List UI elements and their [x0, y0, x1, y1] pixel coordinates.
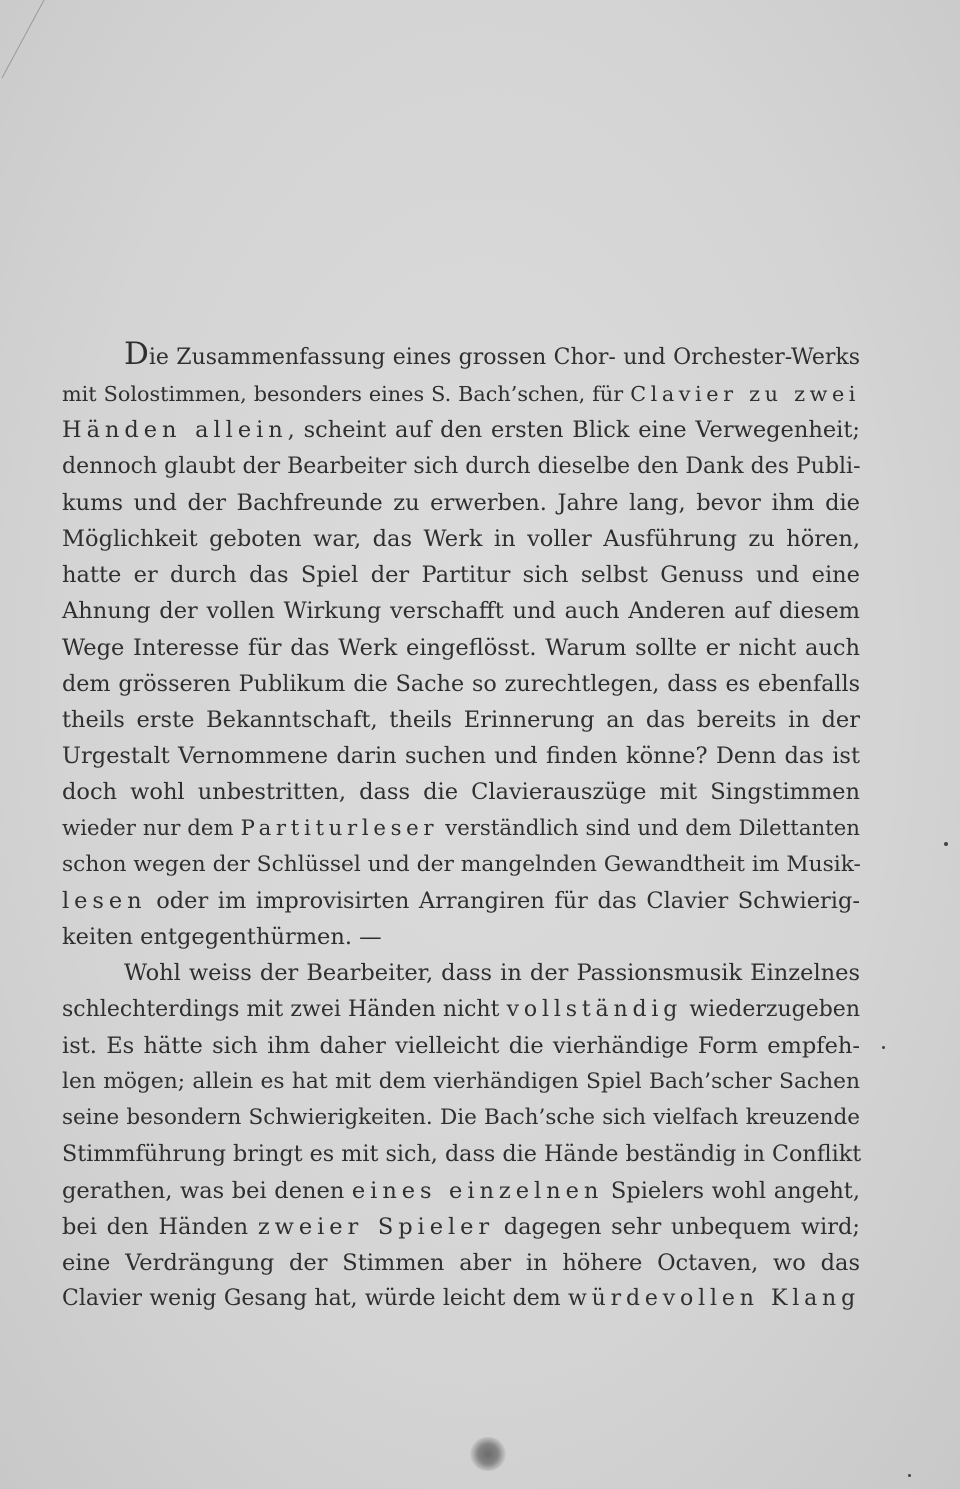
- text-line: Wohl weiss der Bearbeiter, dass in der Passionsmusik Einzelnes: [124, 960, 860, 987]
- text-line: len mögen; allein es hat mit dem vierhändigen Spiel Bach’scher Sachen: [62, 1069, 860, 1095]
- text-line: seine besondern Schwierigkeiten. Die Bach’sche sich vielfach kreuzende: [62, 1105, 860, 1131]
- text-line: Clavier wenig Gesang hat, würde leicht dem würdevollen Klang: [62, 1286, 860, 1312]
- emphasized-text: lesen: [62, 888, 147, 915]
- text-line: theils erste Bekanntschaft, theils Erinnerung an das bereits in der: [62, 707, 860, 734]
- text-line: keiten entgegenthürmen. —: [62, 924, 382, 951]
- text-line: dennoch glaubt der Bearbeiter sich durch dieselbe den Dank des Publi-: [62, 453, 861, 479]
- emphasized-text: zweier Spieler: [257, 1213, 495, 1240]
- text-line: lesen oder im improvisirten Arrangiren für das Clavier Schwierig-: [62, 888, 860, 915]
- text-line: gerathen, was bei denen eines einzelnen Spielers wohl angeht,: [62, 1177, 860, 1204]
- emphasized-text: Partiturleser: [240, 815, 439, 841]
- text-line: hatte er durch das Spiel der Partitur sich selbst Genuss und eine: [62, 562, 860, 589]
- paper-speck: [882, 1046, 885, 1049]
- emphasized-text: Clavier zu zwei: [630, 382, 860, 407]
- emphasized-text: vollständig: [506, 996, 683, 1022]
- text-line: Möglichkeit geboten war, das Werk in voller Ausführung zu hören,: [62, 526, 860, 553]
- text-line: eine Verdrängung der Stimmen aber in höhere Octaven, wo das: [62, 1250, 860, 1277]
- text-line: schlechterdings mit zwei Händen nicht vollständig wiederzugeben: [62, 996, 860, 1022]
- paragraph-1: [62, 336, 860, 955]
- initial-letter: D: [124, 336, 149, 372]
- text-line: dem grösseren Publikum die Sache so zurechtlegen, dass es ebenfalls: [62, 670, 860, 697]
- paragraph-2: [62, 955, 860, 1317]
- text-line: Ahnung der vollen Wirkung verschafft und auch Anderen auf diesem: [62, 598, 860, 625]
- text-line: kums und der Bachfreunde zu erwerben. Jahre lang, bevor ihm die: [62, 489, 860, 516]
- text-line: schon wegen der Schlüssel und der mangelnden Gewandtheit im Musik-: [62, 851, 861, 877]
- text-line: wieder nur dem Partiturleser verständlich sind und dem Dilettanten: [62, 815, 860, 841]
- text-line: doch wohl unbestritten, dass die Clavierauszüge mit Singstimmen: [62, 779, 860, 806]
- text-line: Wege Interesse für das Werk eingeflösst. Warum sollte er nicht auch: [62, 634, 860, 661]
- text-line: mit Solostimmen, besonders eines S. Bach’schen, für Clavier zu zwei: [62, 382, 860, 407]
- emphasized-text: würdevollen Klang: [567, 1286, 860, 1312]
- emphasized-text: eines einzelnen: [351, 1177, 604, 1204]
- ink-smudge: [470, 1437, 506, 1471]
- body-text: [62, 336, 860, 1317]
- paper-scratch-mark: [0, 0, 60, 90]
- paper-speck: [944, 842, 948, 846]
- text-line: ist. Es hätte sich ihm daher vielleicht die vierhändige Form empfeh-: [62, 1032, 860, 1059]
- text-line: Urgestalt Vernommene darin suchen und finden könne? Denn das ist: [62, 743, 860, 770]
- text-line: Stimmführung bringt es mit sich, dass die Hände beständig in Conflikt: [62, 1141, 862, 1168]
- text-line: bei den Händen zweier Spieler dagegen sehr unbequem wird;: [62, 1213, 860, 1240]
- paper-speck: [908, 1474, 911, 1477]
- emphasized-text: Händen allein: [62, 417, 288, 444]
- text-line: Die Zusammenfassung eines grossen Chor- und Orchester-Werks: [124, 336, 860, 372]
- text-line: Händen allein, scheint auf den ersten Blick eine Verwegenheit;: [62, 417, 860, 444]
